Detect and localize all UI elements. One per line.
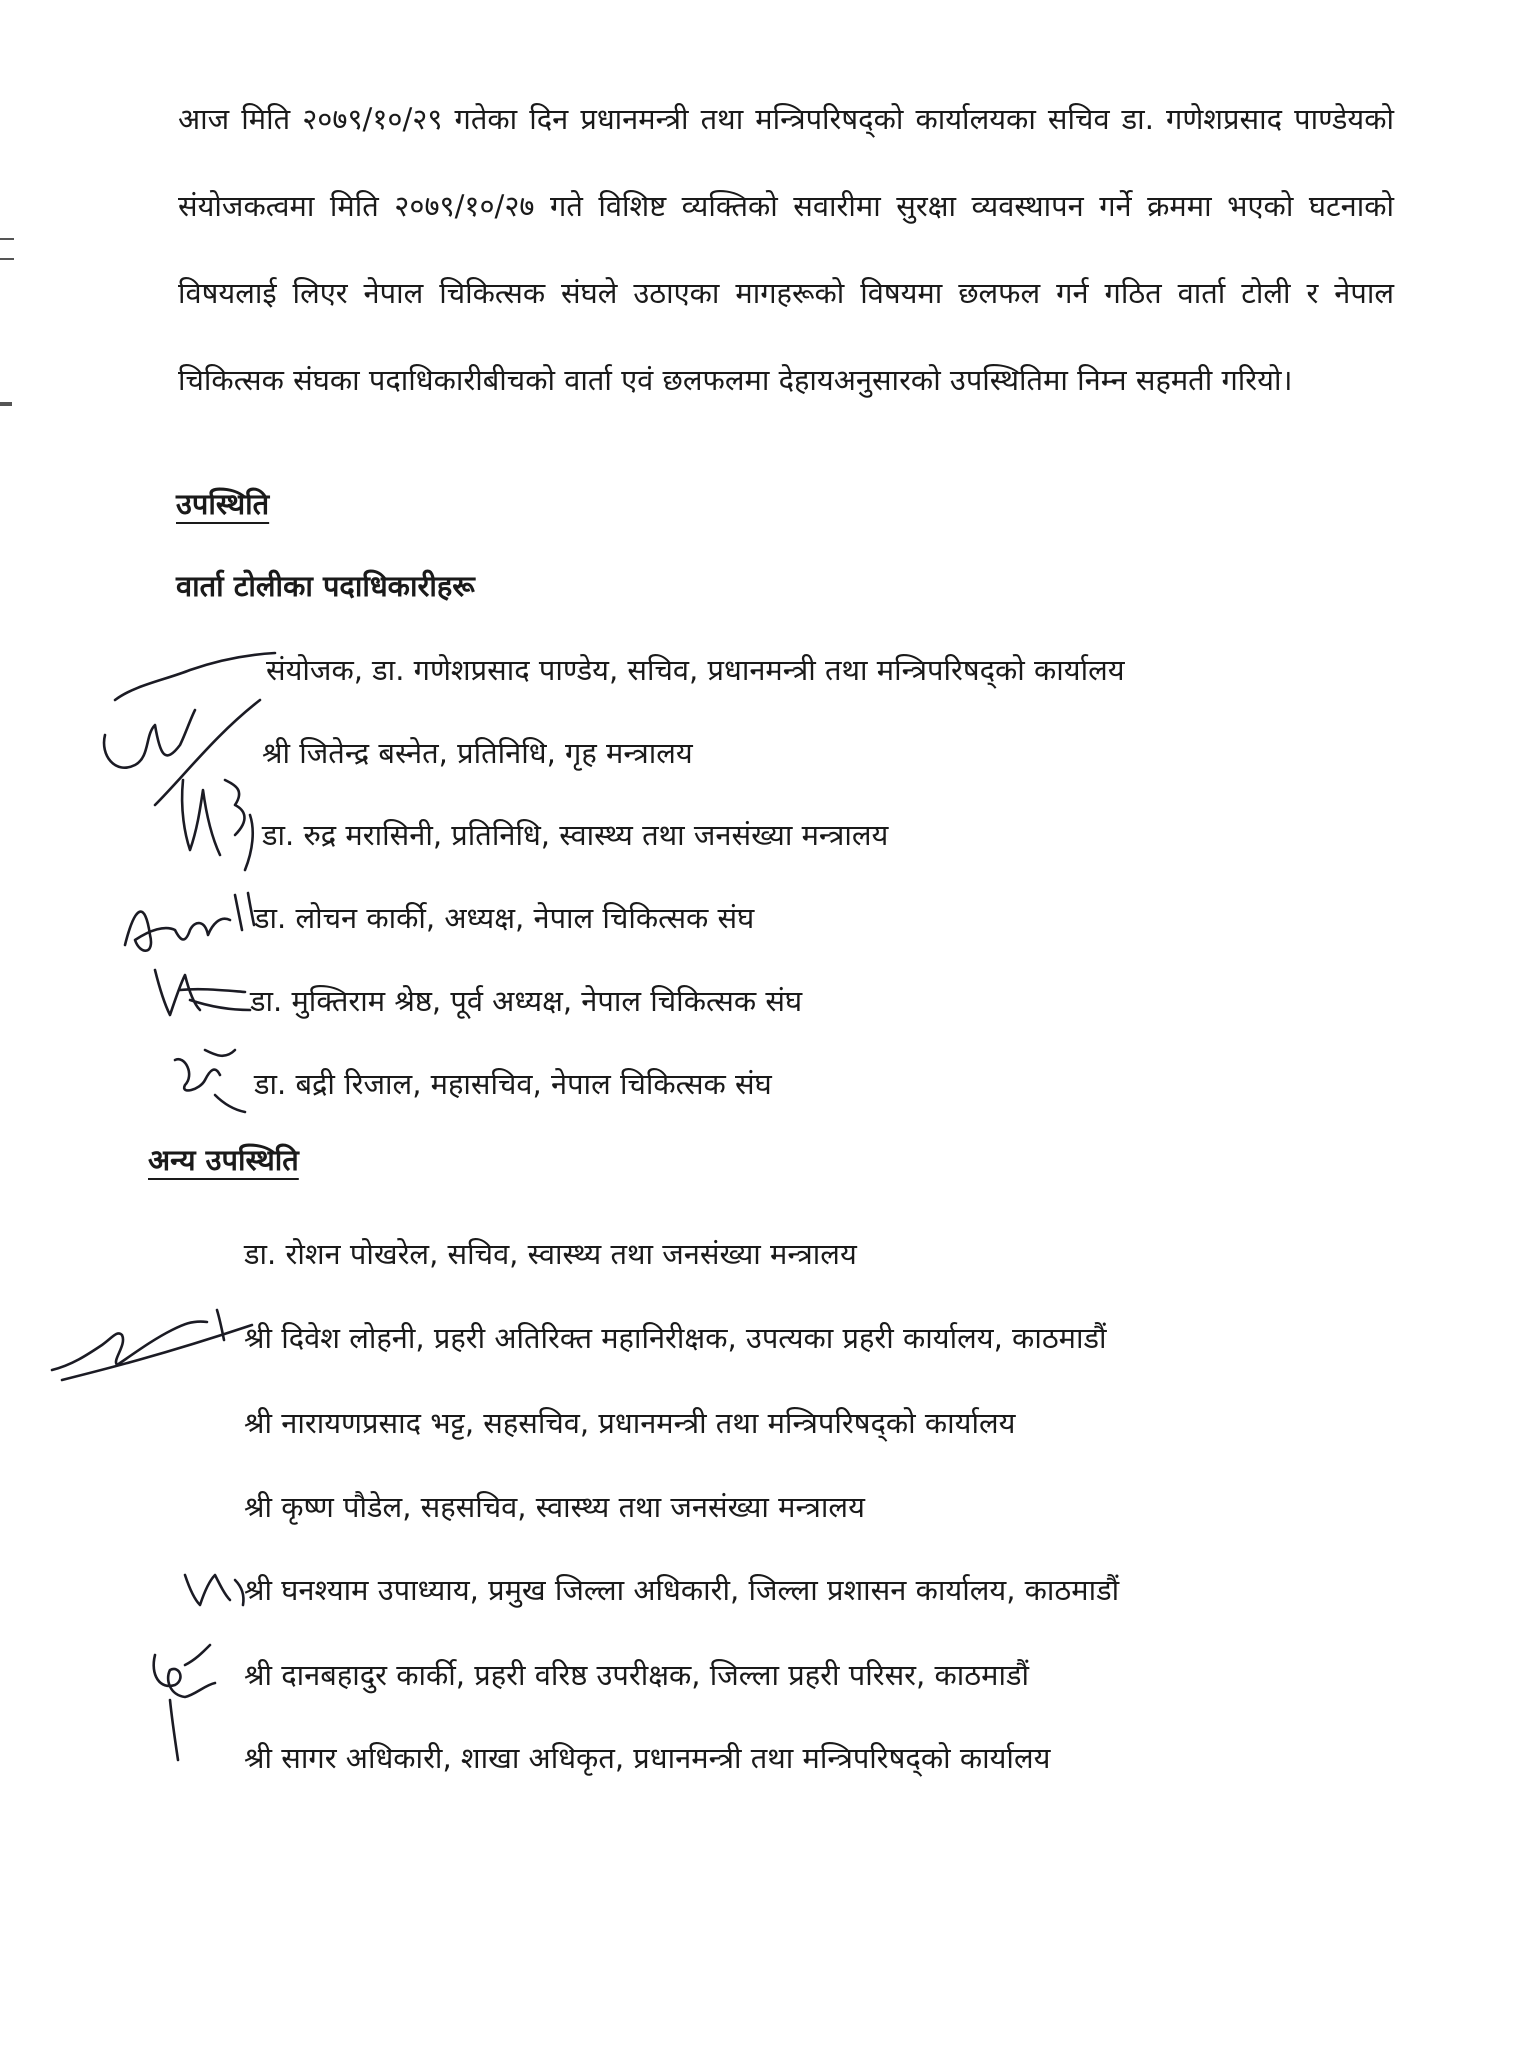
signature-nma-president: [145, 960, 265, 1030]
team-member: डा. रुद्र मरासिनी, प्रतिनिधि, स्वास्थ्य तथा जनसंख्या मन्त्रालय: [262, 818, 889, 852]
signature-health-ministry: [120, 885, 270, 965]
other-attendee: श्री दिवेश लोहनी, प्रहरी अतिरिक्त महानिरीक्षक, उपत्यका प्रहरी कार्यालय, काठमाडौं: [244, 1321, 1107, 1355]
margin-mark: [0, 404, 12, 406]
attendance-heading: उपस्थिति: [176, 487, 270, 521]
signature-cdo: [175, 1565, 255, 1625]
other-attendee: श्री कृष्ण पौडेल, सहसचिव, स्वास्थ्य तथा जनसंख्या मन्त्रालय: [244, 1490, 865, 1524]
signature-secretary: [42, 1300, 267, 1390]
team-member: डा. लोचन कार्की, अध्यक्ष, नेपाल चिकित्सक संघ: [254, 901, 755, 935]
margin-mark: [0, 238, 14, 240]
team-member: संयोजक, डा. गणेशप्रसाद पाण्डेय, सचिव, प्रधानमन्त्री तथा मन्त्रिपरिषद्को कार्यालय: [266, 653, 1125, 687]
other-attendee: श्री घनश्याम उपाध्याय, प्रमुख जिल्ला अधिकारी, जिल्ला प्रशासन कार्यालय, काठमाडौं: [244, 1573, 1120, 1607]
others-heading: अन्य उपस्थिति: [148, 1143, 299, 1177]
other-attendee: श्री दानबहादुर कार्की, प्रहरी वरिष्ठ उपरीक्षक, जिल्ला प्रहरी परिसर, काठमाडौं: [244, 1658, 1029, 1692]
other-attendee: श्री सागर अधिकारी, शाखा अधिकृत, प्रधानमन्त्री तथा मन्त्रिपरिषद्को कार्यालय: [244, 1741, 1051, 1775]
team-member: डा. मुक्तिराम श्रेष्ठ, पूर्व अध्यक्ष, नेपाल चिकित्सक संघ: [250, 984, 803, 1018]
intro-paragraph: आज मिति २०७९/१०/२९ गतेका दिन प्रधानमन्त्री तथा मन्त्रिपरिषद्को कार्यालयका सचिव डा. गणेशप्रसाद पाण्डेयको संयोजकत्वमा मिति २०७९/१०/२७ गते विशिष्ट व्यक्तिको सवारीमा सुरक्षा व्यवस्थापन गर्ने क्रममा भएको घटनाको विषयलाई लिएर नेपाल चिकित्सक संघले उठाएका मागहरूको विषयमा छलफल गर्न गठित वार्ता टोली र नेपाल चिकित्सक संघका पदाधिकारीबीचको वार्ता एवं छलफलमा देहायअनुसारको उपस्थितिमा निम्न सहमती गरियो।: [178, 102, 1394, 397]
other-attendee: श्री नारायणप्रसाद भट्ट, सहसचिव, प्रधानमन्त्री तथा मन्त्रिपरिषद्को कार्यालय: [244, 1406, 1016, 1440]
signature-police-ssp: [140, 1625, 240, 1765]
signature-nma-former-president: [165, 1040, 265, 1120]
margin-mark: [0, 258, 14, 260]
other-attendee: डा. रोशन पोखरेल, सचिव, स्वास्थ्य तथा जनसंख्या मन्त्रालय: [244, 1237, 857, 1271]
team-member: श्री जितेन्द्र बस्नेत, प्रतिनिधि, गृह मन्त्रालय: [262, 736, 693, 770]
team-heading: वार्ता टोलीका पदाधिकारीहरू: [176, 569, 475, 603]
signature-home-ministry: [175, 760, 285, 890]
team-member: डा. बद्री रिजाल, महासचिव, नेपाल चिकित्सक संघ: [254, 1067, 772, 1101]
